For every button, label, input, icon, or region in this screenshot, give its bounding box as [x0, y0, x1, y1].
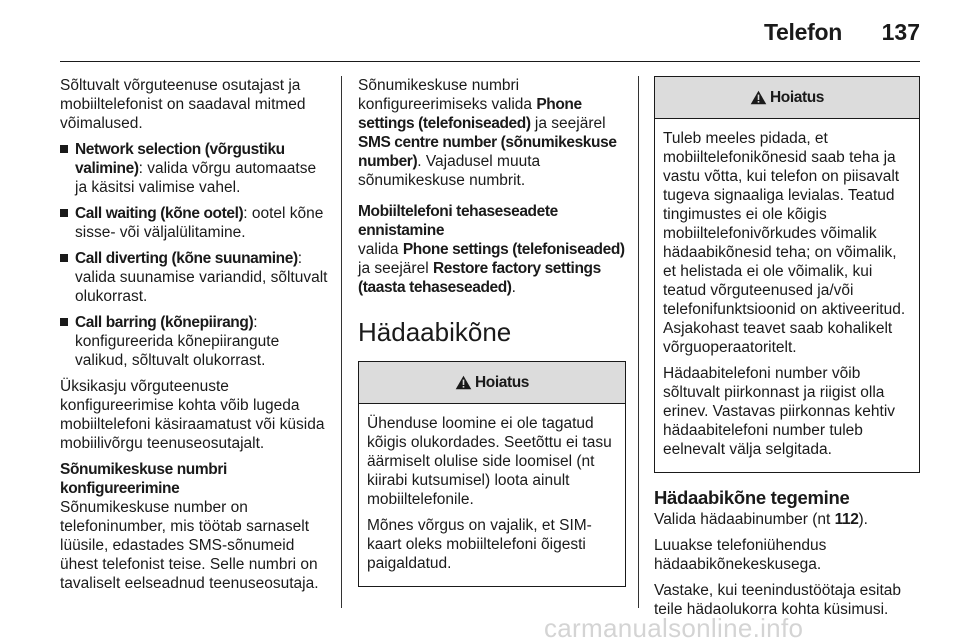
warning-box — [654, 76, 920, 473]
warning-paragraph: Tuleb meeles pidada, et mobiiltelefonikõnesid saab teha ja vastu võtta, kui telefon on piisavalt tugeva signaaliga levialas. Teatud tingimustes ei ole kõigis mobiiltelefonivõrkudes võimalik hädaabikõnesid teha; on võimalik, et helistada ei ole võimalik, kui teatud võrguteenused ja/või telefonifunktsioonid on aktiveeritud. Asjakohast teavet saab kohalikelt võrguoperaatoritelt. — [663, 130, 906, 356]
warning-paragraph: Hädaabitelefoni number võib sõltuvalt piirkonnast ja riigist olla erinev. Vastavas piirkonnas kehtiv hädaabitelefoni number tuleb eelnevalt välja selgitada. — [663, 365, 896, 458]
answer-paragraph: Vastake, kui teenindustöötaja esitab teile hädaolukorra kohta küsimusi. — [654, 582, 902, 618]
factory-reset-paragraph: valida Phone settings (telefoniseaded) ja seejärel Restore factory settings (taasta tehaseseaded). — [358, 241, 625, 296]
warning-paragraph: Ühenduse loomine ei ole tagatud kõigis olukordades. Seetõttu ei tasu äärmiselt olulise side loomisel (nt kiirabi kutsumisel) loota ainult mobiiltelefonile. — [367, 415, 612, 508]
bullet-square-icon — [60, 254, 68, 262]
bullet-term: Network selection (võrgustiku valimine) — [75, 141, 285, 177]
page-header — [0, 0, 960, 64]
chapter-title: Telefon — [764, 19, 842, 45]
bullet-item — [60, 249, 328, 306]
connection-paragraph: Luuakse telefoniühendus hädaabikõnekeskusega. — [654, 537, 827, 573]
bullet-square-icon — [60, 318, 68, 326]
network-services-paragraph: Üksikasju võrguteenuste konfigureerimise kohta võib lugeda mobiiltelefoni käsiraamatust või küsida mobiilivõrgu teenuseosutajalt. — [60, 378, 325, 452]
bullet-item — [60, 140, 328, 197]
warning-header — [359, 362, 625, 404]
watermark: carmanualsonline.info — [544, 613, 804, 642]
intro-paragraph: Sõltuvalt võrguteenuse osutajast ja mobiiltelefonist on saadaval mitmed võimalused. — [60, 77, 306, 132]
emergency-call-heading: Hädaabikõne tegemine — [654, 487, 850, 508]
bullet-term: Call diverting (kõne suunamine) — [75, 250, 298, 267]
warning-label: Hoiatus — [769, 89, 825, 106]
page-number: 137 — [881, 19, 920, 45]
sms-centre-subheading: Sõnumikeskuse numbri konfigureerimine — [60, 461, 227, 497]
warning-icon — [455, 375, 472, 390]
warning-body — [359, 404, 625, 586]
dial-paragraph: Valida hädaabinumber (nt 112). — [654, 511, 868, 528]
column-middle — [358, 76, 626, 587]
bullet-text: : ootel kõne sisse- või väljalülitamine. — [75, 205, 324, 241]
header-divider — [60, 61, 920, 62]
warning-box — [358, 361, 626, 587]
warning-label: Hoiatus — [474, 374, 530, 391]
sms-centre-paragraph: Sõnumikeskuse number on telefoninumber, mis töötab sarnaselt lüüsile, edastades SMS-sõnumeid ühest telefonist teise. Selle numbri on tavaliselt eelseadnud teenuseosutaja. — [60, 499, 319, 592]
sms-config-paragraph: Sõnumikeskuse numbri konfigureerimiseks valida Phone settings (telefoniseaded) ja seejärel SMS centre number (sõnumikeskuse number). Vajadusel muuta sõnumikeskuse numbrit. — [358, 77, 617, 189]
factory-reset-subheading: Mobiiltelefoni tehaseseadete ennistamine — [358, 203, 558, 239]
bullet-term: Call barring (kõnepiirang) — [75, 314, 254, 331]
bullet-item — [60, 204, 328, 242]
bullet-term: Call waiting (kõne ootel) — [75, 205, 244, 222]
bullet-item — [60, 313, 328, 370]
column-right — [654, 76, 920, 626]
bullet-text: : valida võrgu automaatse ja käsitsi valimise vahel. — [75, 160, 317, 196]
warning-icon — [750, 90, 767, 105]
column-left — [60, 76, 328, 600]
bullet-square-icon — [60, 145, 68, 153]
column-divider — [341, 76, 342, 608]
warning-body — [655, 119, 919, 472]
bullet-text: : valida suunamise variandid, sõltuvalt olukorrast. — [75, 250, 328, 305]
bullet-square-icon — [60, 209, 68, 217]
bullet-text: : konfigureerida kõnepiirangute valikud, sõltuvalt olukorrast. — [75, 314, 280, 369]
column-divider — [638, 76, 639, 608]
warning-header — [655, 77, 919, 119]
section-title: Hädaabikõne — [358, 317, 512, 347]
warning-paragraph: Mõnes võrgus on vajalik, et SIM-kaart oleks mobiiltelefoni õigesti paigaldatud. — [367, 517, 592, 572]
